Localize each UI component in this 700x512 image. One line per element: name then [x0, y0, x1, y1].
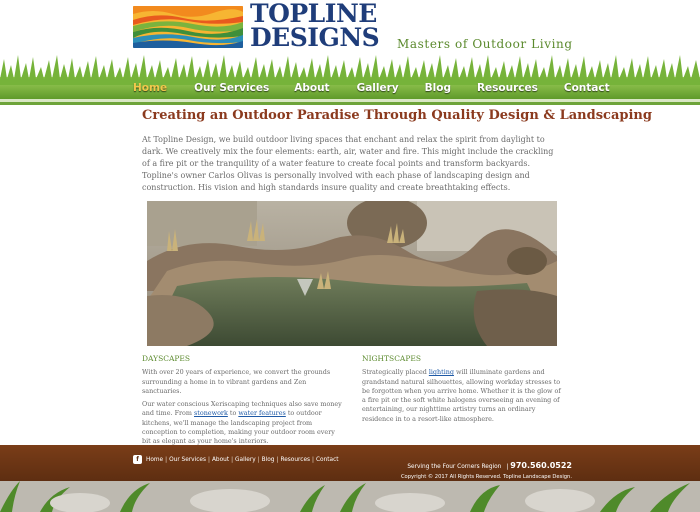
lighting-link[interactable]: lighting — [428, 368, 454, 377]
water-features-link[interactable]: water features — [238, 409, 286, 418]
footer-decor — [0, 481, 700, 512]
footer-separator: | — [208, 456, 210, 463]
footer-nav — [133, 455, 339, 464]
page-headline: Creating an Outdoor Paradise Through Quality Design & Landscaping — [142, 108, 652, 123]
footer-link-about[interactable]: About — [211, 456, 230, 463]
footer-serving-line — [401, 453, 572, 472]
intro-paragraph: At Topline Design, we build outdoor living spaces that enchant and relax the spirit from daylight to dark. We creatively mix the four elements: earth, air, water and fire. This might include the crackling of a fire pit or the tranquility of a water feature to create focal points and transform backyards. Topline's owner Carlos Olivas is personally involved with each phase of landscaping design and construction. His vision and high standards insure quality and create breathtaking effects. — [142, 135, 554, 192]
logo-mark[interactable] — [133, 6, 243, 48]
nav-resources[interactable]: Resources — [476, 82, 538, 94]
footer-separator: | — [165, 456, 168, 463]
logo-landscape-graphic — [133, 6, 243, 48]
nav-about[interactable]: About — [294, 82, 330, 94]
footer-link-resources[interactable]: Resources — [280, 456, 311, 463]
footer-link-contact[interactable]: Contact — [316, 456, 339, 463]
footer-bar — [0, 445, 700, 481]
footer-contact — [401, 453, 572, 480]
dayscapes-paragraph-1: With over 20 years of experience, we convert the grounds surrounding a home in to vibrant gardens and Zen sanctuaries. — [142, 368, 331, 395]
nav-blog[interactable]: Blog — [424, 82, 451, 94]
main-nav — [133, 79, 610, 97]
nav-home[interactable]: Home — [133, 82, 168, 94]
nightscapes-section — [362, 354, 562, 424]
nightscapes-heading: NIGHTSCAPES — [362, 354, 422, 363]
dayscapes-text-c: to outdoor kitchens, we'll manage the landscaping project from conception to completion, making your outdoor room every bit as elegant as your home's interiors. — [142, 409, 335, 446]
nightscapes-paragraph — [362, 368, 562, 424]
copyright: Copyright © 2017 All Rights Reserved. Topline Landscape Design. — [400, 474, 572, 480]
footer-separator: | — [257, 456, 260, 463]
dayscapes-heading: DAYSCAPES — [142, 354, 191, 363]
nav-contact[interactable]: Contact — [563, 82, 610, 94]
logo-line-2: DESIGNS — [250, 23, 380, 52]
facebook-icon[interactable]: f — [133, 455, 142, 464]
nightscapes-text-b: will illuminate gardens and grandstand natural silhouettes, allowing workday stresses to be forgotten when you arrive home. Whether it is the glow of a fire pit or the soft white halogens overseeing an evening of entertaining, our nighttime artistry turns an ordinary residence in to a resort-like atmosphere. — [362, 368, 561, 423]
footer-link-home[interactable]: Home — [146, 456, 164, 463]
phone-number[interactable]: 970.560.0522 — [510, 461, 572, 470]
stonework-link[interactable]: stonework — [194, 409, 228, 418]
footer-separator: | — [312, 456, 314, 463]
logo-wordmark[interactable] — [250, 0, 380, 52]
footer-separator: | — [231, 456, 234, 463]
nav-our-services[interactable]: Our Services — [194, 82, 270, 94]
footer-plants-graphic — [0, 481, 700, 512]
tagline: Masters of Outdoor Living — [397, 37, 573, 51]
footer-link-our-services[interactable]: Our Services — [169, 456, 206, 463]
nightscapes-text-a: Strategically placed — [362, 368, 429, 377]
dayscapes-paragraph-2 — [142, 400, 342, 446]
nav-gallery[interactable]: Gallery — [356, 82, 399, 94]
serving-region: Serving the Four Corners Region — [407, 464, 502, 470]
logo-line-1: TOPLINE — [250, 0, 377, 28]
site-footer — [0, 445, 700, 512]
hero-image-water-feature — [147, 201, 557, 346]
footer-link-blog[interactable]: Blog — [261, 456, 275, 463]
footer-separator: | — [506, 464, 511, 470]
site-header — [0, 0, 700, 105]
dayscapes-text-a: Our water conscious Xeriscaping techniques also save money and time. From — [142, 400, 342, 418]
footer-link-gallery[interactable]: Gallery — [235, 456, 256, 463]
dayscapes-text-b: to — [227, 409, 239, 418]
footer-separator: | — [276, 456, 279, 463]
dayscapes-section — [142, 354, 342, 447]
